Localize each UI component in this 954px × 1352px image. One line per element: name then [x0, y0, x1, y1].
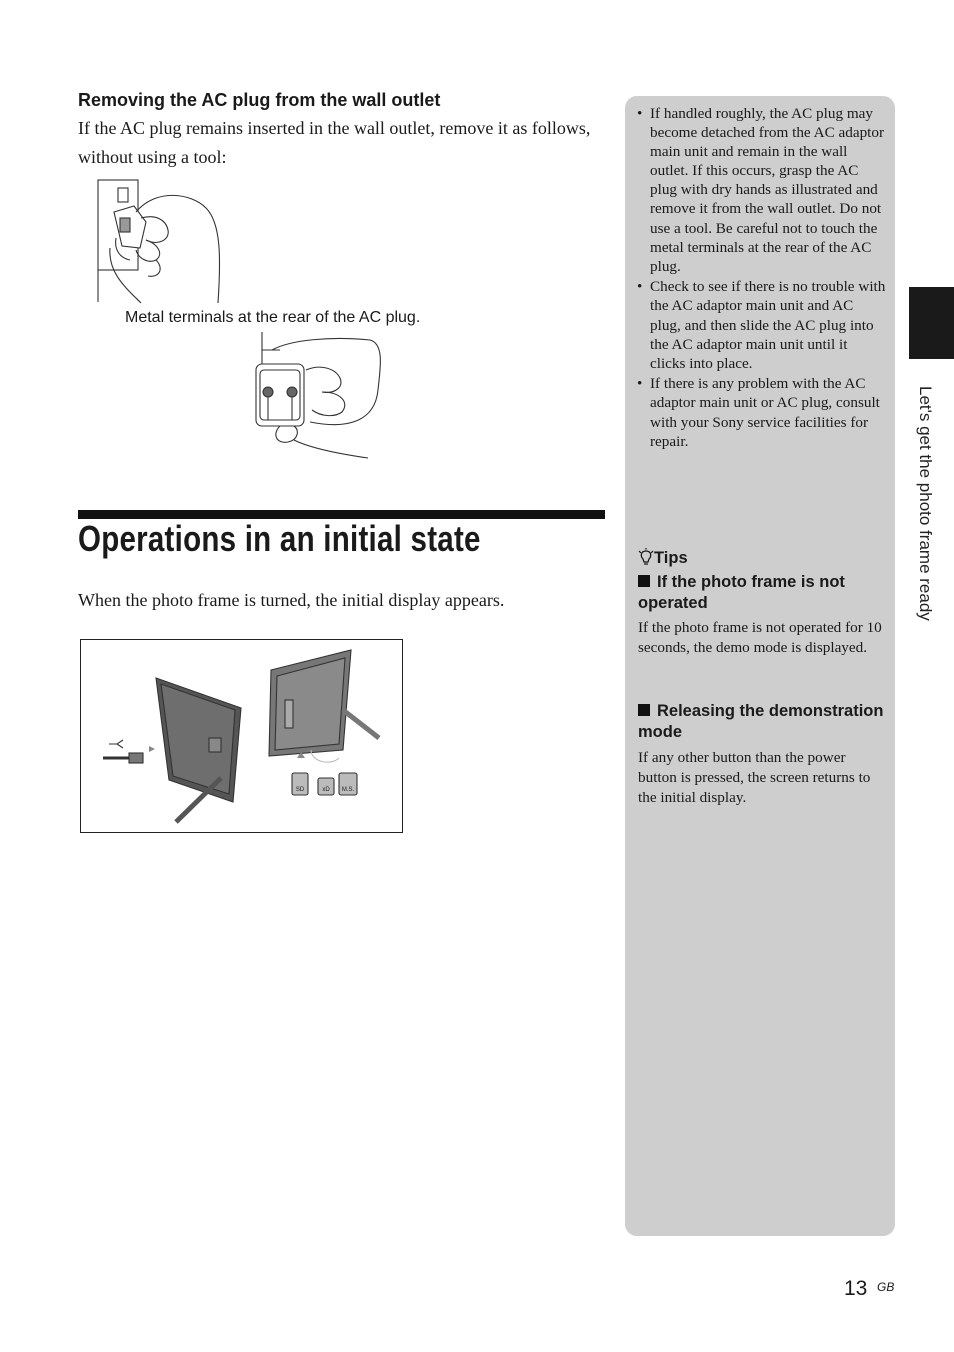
unplug-illustration [96, 178, 226, 306]
section-heading: Removing the AC plug from the wall outlet [78, 90, 441, 110]
square-bullet-icon [638, 575, 650, 587]
tip-heading: If the photo frame is not operated [638, 573, 845, 612]
card-label-sd: SD [295, 787, 305, 793]
ac-plug-rear-illustration [250, 330, 400, 460]
page-language-code: GB [877, 1280, 895, 1294]
section-body-text: If the AC plug remains inserted in the wall outlet, remove it as follows, without using a tool: [78, 118, 591, 167]
tips-header [638, 548, 688, 568]
card-label-ms: M.S. [341, 787, 355, 793]
list-item: • If handled roughly, the AC plug may become detached from the AC adaptor main unit and remain in the wall outlet. If this occurs, grasp the AC plug with dry hands as illustrated and remove it from the wall outlet. Do not use a tool. Be careful not to touch the metal terminals at the rear of the AC plug. [636, 104, 886, 276]
page-title: Operations in an initial state [78, 518, 481, 559]
tip-body: If the photo frame is not operated for 10 seconds, the demo mode is displayed. [638, 619, 882, 656]
square-bullet-icon [638, 704, 650, 716]
lightbulb-icon [638, 548, 654, 568]
tips-label: Tips [654, 548, 688, 567]
caution-list [636, 104, 886, 452]
photo-frame-illustration [80, 639, 403, 833]
card-label-xd: xD [322, 787, 330, 793]
list-item: • Check to see if there is no trouble with the AC adaptor main unit and AC plug, and then slide the AC plug into the AC adaptor main unit until it clicks into place. [636, 277, 886, 372]
chapter-tab [909, 287, 954, 359]
tip-body: If any other button than the power button is pressed, the screen returns to the initial display. [638, 749, 871, 806]
tip-heading: Releasing the demonstration mode [638, 702, 884, 741]
chapter-tab-label: Let's get the photo frame ready [916, 386, 935, 621]
figure-caption: Metal terminals at the rear of the AC plug. [125, 309, 421, 326]
page-number: 13 [844, 1277, 868, 1300]
list-item: • If there is any problem with the AC adaptor main unit or AC plug, consult with your Sony service facilities for repair. [636, 374, 886, 450]
intro-text: When the photo frame is turned, the initial display appears. [78, 590, 505, 610]
